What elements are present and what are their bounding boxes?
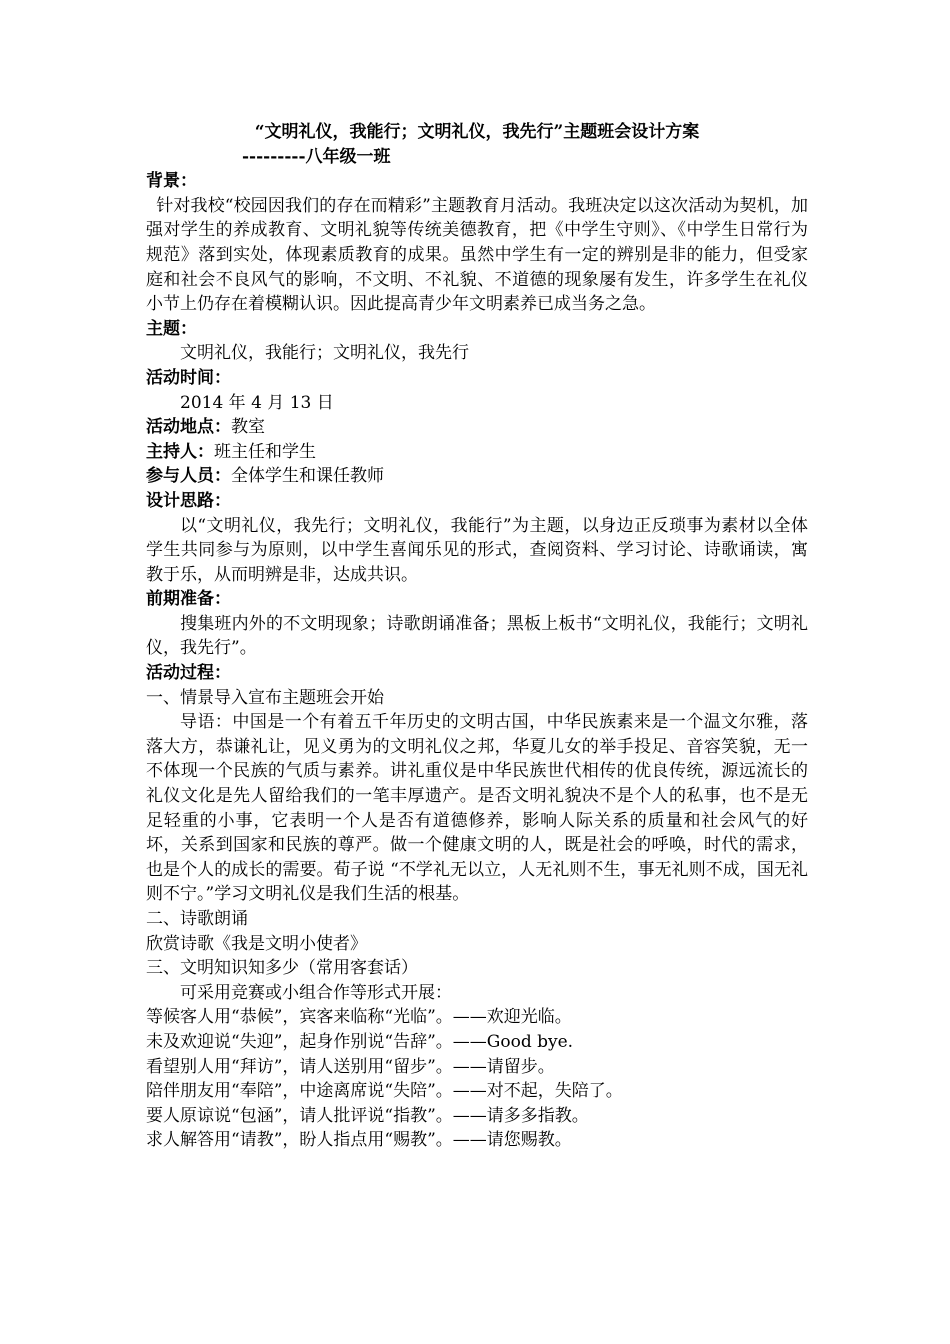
prep-heading: 前期准备： — [146, 589, 231, 610]
process-heading: 活动过程： — [146, 663, 231, 684]
document-title: “文明礼仪，我能行；文明礼仪，我先行”主题班会设计方案 — [254, 122, 700, 142]
theme-text: 文明礼仪，我能行；文明礼仪，我先行 — [180, 343, 469, 364]
background-heading: 背景： — [146, 171, 197, 192]
background-text: 针对我校“校园因我们的存在而精彩”主题教育月活动。我班决定以这次活动为契机，加强对学生的养成教育、文明礼貌等传统美德教育，把《中学生守则》、《中学生日常行为规范》落到实处，体现素质教育的成果。虽然中学生有一定的辨别是非的能力，但受家庭和社会不良风气的影响，不文明、不礼貌、不道德的现象屡有发生，许多学生在礼仪小节上仍存在着模糊认识。因此提高青少年文明素养已成当务之急。 — [146, 195, 808, 315]
place-heading: 活动地点： — [146, 417, 231, 438]
step2-text: 欣赏诗歌《我是文明小使者》 — [146, 933, 367, 954]
phrase-line: 求人解答用“请教”，盼人指点用“赐教”。——请您赐教。 — [146, 1130, 572, 1151]
prep-text: 搜集班内外的不文明现象；诗歌朗诵准备；黑板上板书“文明礼仪，我能行；文明礼仪，我先行”。 — [146, 613, 808, 659]
phrase-line: 要人原谅说“包涵”，请人批评说“指教”。——请多多指教。 — [146, 1105, 589, 1126]
host-text: 班主任和学生 — [214, 441, 316, 462]
design-heading: 设计思路： — [146, 490, 231, 511]
place-row — [146, 415, 808, 440]
step1-text: 导语：中国是一个有着五千年历史的文明古国，中华民族素来是一个温文尔雅，落落大方，恭谦礼让，见义勇为的文明礼仪之邦，华夏儿女的举手投足、音容笑貌，无一不体现一个民族的气质与素养。讲礼重仪是中华民族世代相传的优良传统，源远流长的礼仪文化是先人留给我们的一笔丰厚遗产。是否文明礼貌决不是个人的私事，也不是无足轻重的小事，它表明一个人是否有道德修养，影响人际关系的质量和社会风气的好坏，关系到国家和民族的尊严。做一个健康文明的人，既是社会的呼唤，时代的需求，也是个人的成长的需要。荀子说 “不学礼无以立，人无礼则不生，事无礼则不成，国无礼则不宁。”学习文明礼仪是我们生活的根基。 — [146, 712, 808, 905]
step3-title: 三、文明知识知多少（常用客套话） — [146, 958, 418, 979]
time-text: 2014 年 4 月 13 日 — [180, 392, 334, 413]
design-text: 以“文明礼仪，我先行；文明礼仪，我能行”为主题，以身边正反琐事为素材以全体学生共同参与为原则，以中学生喜闻乐见的形式，查阅资料、学习讨论、诗歌诵读，寓教于乐，从而明辨是非，达成共识。 — [146, 515, 808, 585]
participants-heading: 参与人员： — [146, 466, 231, 487]
participants-text: 全体学生和课任教师 — [231, 466, 384, 487]
phrase-line: 看望别人用“拜访”，请人送别用“留步”。——请留步。 — [146, 1056, 555, 1077]
phrase-line: 陪伴朋友用“奉陪”，中途离席说“失陪”。——对不起，失陪了。 — [146, 1081, 623, 1102]
step2-title: 二、诗歌朗诵 — [146, 909, 248, 929]
phrase-line: 未及欢迎说“失迎”，起身作别说“告辞”。——Good bye. — [146, 1031, 574, 1052]
host-heading: 主持人： — [146, 441, 214, 462]
theme-heading: 主题： — [146, 318, 197, 339]
place-text: 教室 — [231, 417, 265, 438]
step3-intro: 可采用竞赛或小组合作等形式开展： — [180, 982, 452, 1003]
document-subtitle: ---------八年级一班 — [242, 146, 391, 167]
time-heading: 活动时间： — [146, 367, 231, 388]
host-row — [146, 440, 808, 465]
step1-title: 一、情景导入宣布主题班会开始 — [146, 687, 384, 708]
document-page — [146, 120, 808, 1153]
participants-row — [146, 464, 808, 489]
phrase-line: 等候客人用“恭候”，宾客来临称“光临”。——欢迎光临。 — [146, 1007, 572, 1028]
